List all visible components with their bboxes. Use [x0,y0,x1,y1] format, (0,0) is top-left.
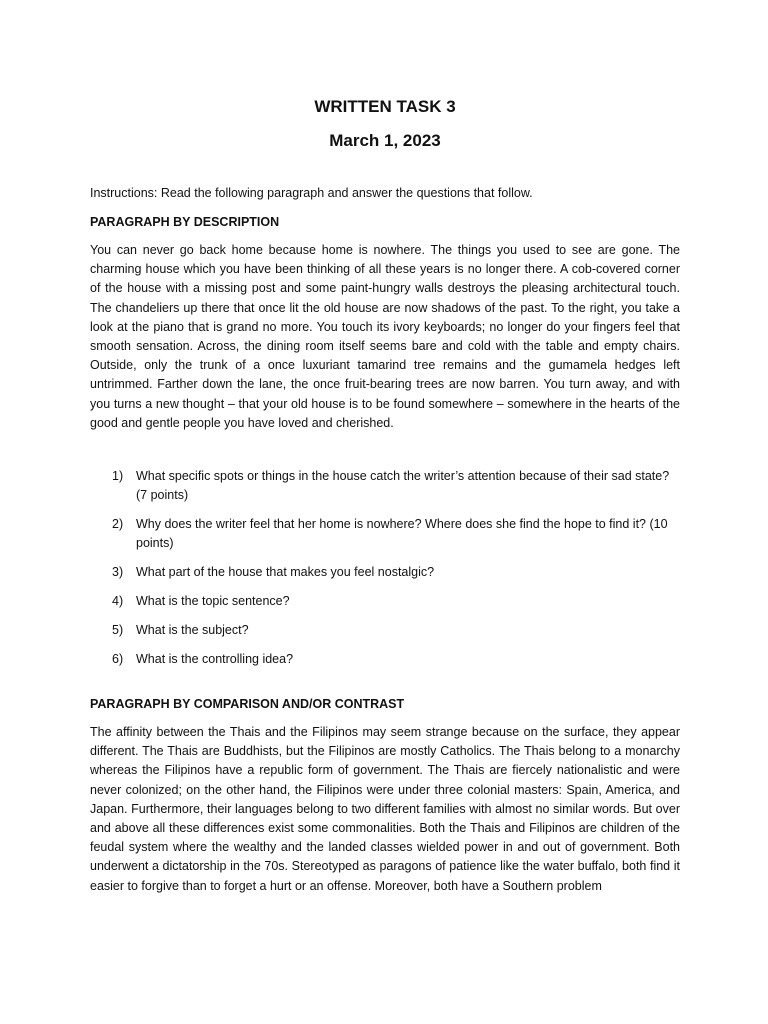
list-item [112,650,680,669]
list-item [112,563,680,582]
document-date: March 1, 2023 [329,131,441,150]
section-heading-description: PARAGRAPH BY DESCRIPTION [90,215,280,229]
question-list [90,467,680,669]
list-item [112,467,680,505]
list-item [112,621,680,640]
comparison-paragraph: The affinity between the Thais and the Filipinos may seem strange because on the surface, they appear different. The Thais are Buddhists, but the Filipinos are mostly Catholics. The Thais belong to a monarchy whereas the Filipinos have a republic form of government. The Thais are fiercely nationalistic and were never colonized; on the other hand, the Filipinos were under three colonial masters: Spain, America, and Japan. Furthermore, their languages belong to two different families with almost no similar words. But over and above all these differences exist some commonalities. Both the Thais and Filipinos are children of the feudal system where the wealthy and the landed classes wielded power in and out of government. Both underwent a dictatorship in the 70s. Stereotyped as paragons of patience like the water buffalo, both find it easier to forgive than to forget a hurt or an offense. Moreover, both have a Southern problem [90,725,680,893]
question-number: 2) [112,517,124,532]
question-number: 3) [112,565,124,580]
question-text: What is the subject? [136,623,249,638]
question-number: 4) [112,594,124,609]
question-text: What specific spots or things in the house catch the writer’s attention because of their sad state? (7 points) [136,469,670,503]
section-heading-comparison: PARAGRAPH BY COMPARISON AND/OR CONTRAST [90,697,405,712]
question-number: 5) [112,623,124,638]
question-text: What is the topic sentence? [136,594,290,609]
description-paragraph: You can never go back home because home is nowhere. The things you used to see are gone. The charming house which you have been thinking of all these years is no longer there. A cob-covered corner of the house with a missing post and some paint-hungry walls destroys the pleasing architectural touch. The chandeliers up there that once lit the old house are now shadows of the past. To the right, you take a look at the piano that is grand no more. You touch its ivory keyboards; no longer do your fingers feel that smooth sensation. Across, the dining room itself seems bare and cold with the table and empty chairs. Outside, only the trunk of a once luxuriant tamarind tree remains and the gumamela hedges left untrimmed. Farther down the lane, the once fruit-bearing trees are now barren. You turn away, and with you turns a new thought – that your old house is to be found somewhere – somewhere in the hearts of the good and gentle people you have loved and cherished. [90,243,680,430]
question-text: Why does the writer feel that her home is nowhere? Where does she find the hope to find it? (10 points) [136,517,668,551]
document-title: WRITTEN TASK 3 [314,97,456,116]
instructions-text: Instructions: Read the following paragraph and answer the questions that follow. [90,186,533,200]
question-number: 6) [112,652,124,667]
question-number: 1) [112,469,124,484]
question-text: What part of the house that makes you feel nostalgic? [136,565,435,580]
list-item [112,515,680,553]
list-item [112,592,680,611]
question-text: What is the controlling idea? [136,652,294,667]
